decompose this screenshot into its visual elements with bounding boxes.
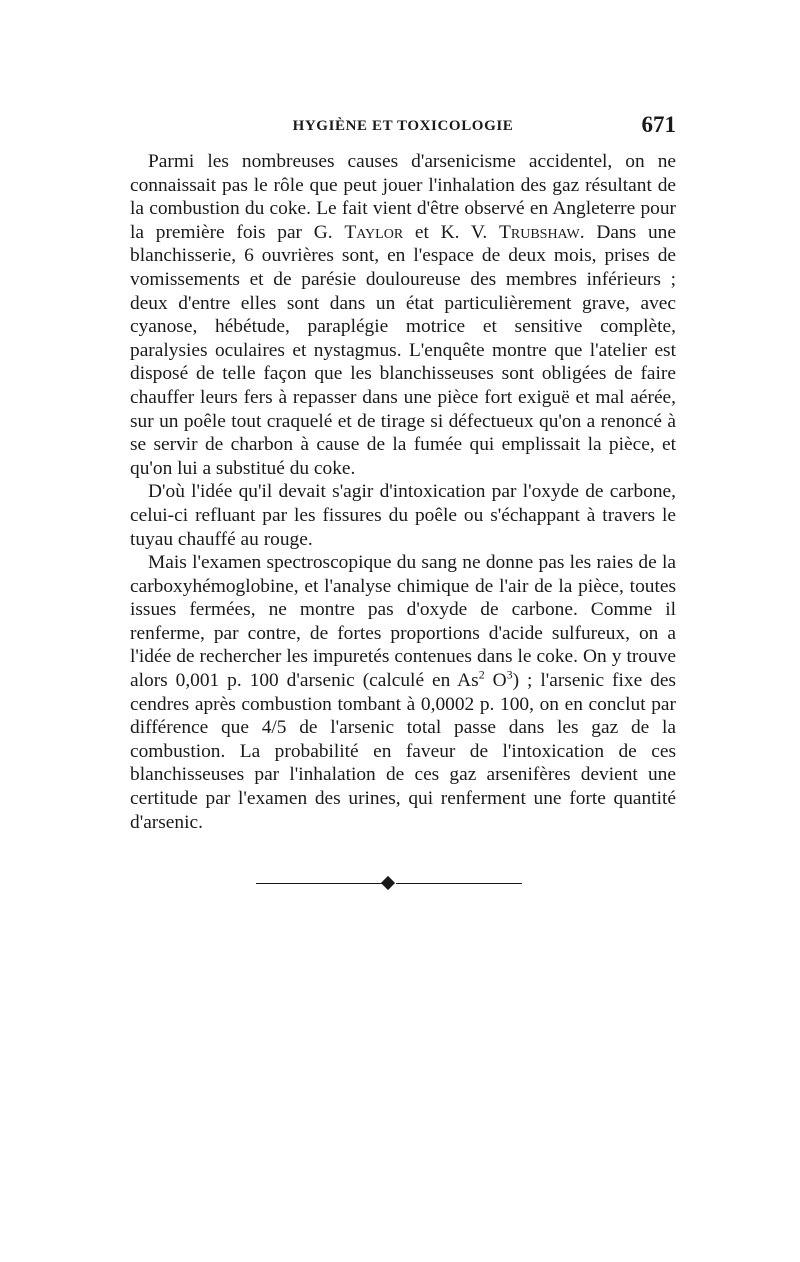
paragraph-3 xyxy=(130,551,676,834)
paragraph-1-text-c: . Dans une blanchisserie, 6 ouvrières sont, en l'espace de deux mois, prises de vomissements et de parésie douloureuse des membres inférieurs ; deux d'entre elles sont dans un état particulièrement grave, avec cyanose, hébétude, paraplégie motrice et sensitive complète, paralysies oculaires et nystagmus. L'enquête montre que l'atelier est disposé de telle façon que les blanchisseuses sont obligées de faire chauffer leurs fers à repasser dans une pièce fort exiguë et mal aérée, sur un poêle tout craquelé et de tirage si défectueux qu'on a renoncé à se servir de charbon à cause de la fumée qui emplissait la pièce, et qu'on lui a substitué du coke. xyxy=(130,221,676,479)
book-page xyxy=(130,112,676,892)
paragraph-1 xyxy=(130,150,676,480)
author-trubshaw: Trubshaw xyxy=(499,221,580,243)
page-number: 671 xyxy=(641,112,676,137)
ornament-rule-right xyxy=(396,883,522,884)
paragraph-1-text-b: et K. V. xyxy=(403,221,500,243)
paragraph-3-text-c: ) ; l'arsenic fixe des cendres après combustion tombant à 0,0002 p. 100, on en conclut par différence que 4/5 de l'arsenic total passe dans les gaz de la combustion. La probabilité en faveur de l'intoxication de ces blanchisseuses par l'inhalation de ces gaz arsenifères devient une certitude par l'examen des urines, qui renferment une forte quantité d'arsenic. xyxy=(130,670,676,833)
paragraph-3-text-a: Mais l'examen spectroscopique du sang ne donne pas les raies de la carboxyhémoglobine, et l'analyse chimique de l'air de la pièce, toutes issues fermées, ne montre pas d'oxyde de carbone. Comme il renferme, par contre, de fortes proportions d'acide sulfureux, on a l'idée de rechercher les impuretés contenues dans le coke. On y trouve alors 0,001 p. 100 d'arsenic (calculé en As xyxy=(130,552,676,692)
body-text xyxy=(130,150,676,834)
diamond-icon xyxy=(381,876,395,890)
paragraph-2: D'où l'idée qu'il devait s'agir d'intoxication par l'oxyde de carbone, celui-ci refluant par les fissures du poêle ou s'échappant à travers le tuyau chauffé au rouge. xyxy=(130,481,676,550)
running-head xyxy=(130,112,676,142)
paragraph-1-text-a: Parmi les nombreuses causes d'arsenicisme accidentel, on ne connaissait pas le rôle que peut jouer l'inhalation des gaz résultant de la combustion du coke. Le fait vient d'être observé en Angleterre pour la première fois par G. xyxy=(130,151,676,243)
ornament-rule-left xyxy=(256,883,382,884)
running-title: HYGIÈNE ET TOXICOLOGIE xyxy=(292,118,514,134)
author-taylor: Taylor xyxy=(344,221,404,243)
paragraph-3-text-b: O xyxy=(484,670,507,692)
section-end-ornament xyxy=(256,876,522,892)
subscript-3: 3 xyxy=(506,667,513,682)
subscript-2: 2 xyxy=(478,667,485,682)
